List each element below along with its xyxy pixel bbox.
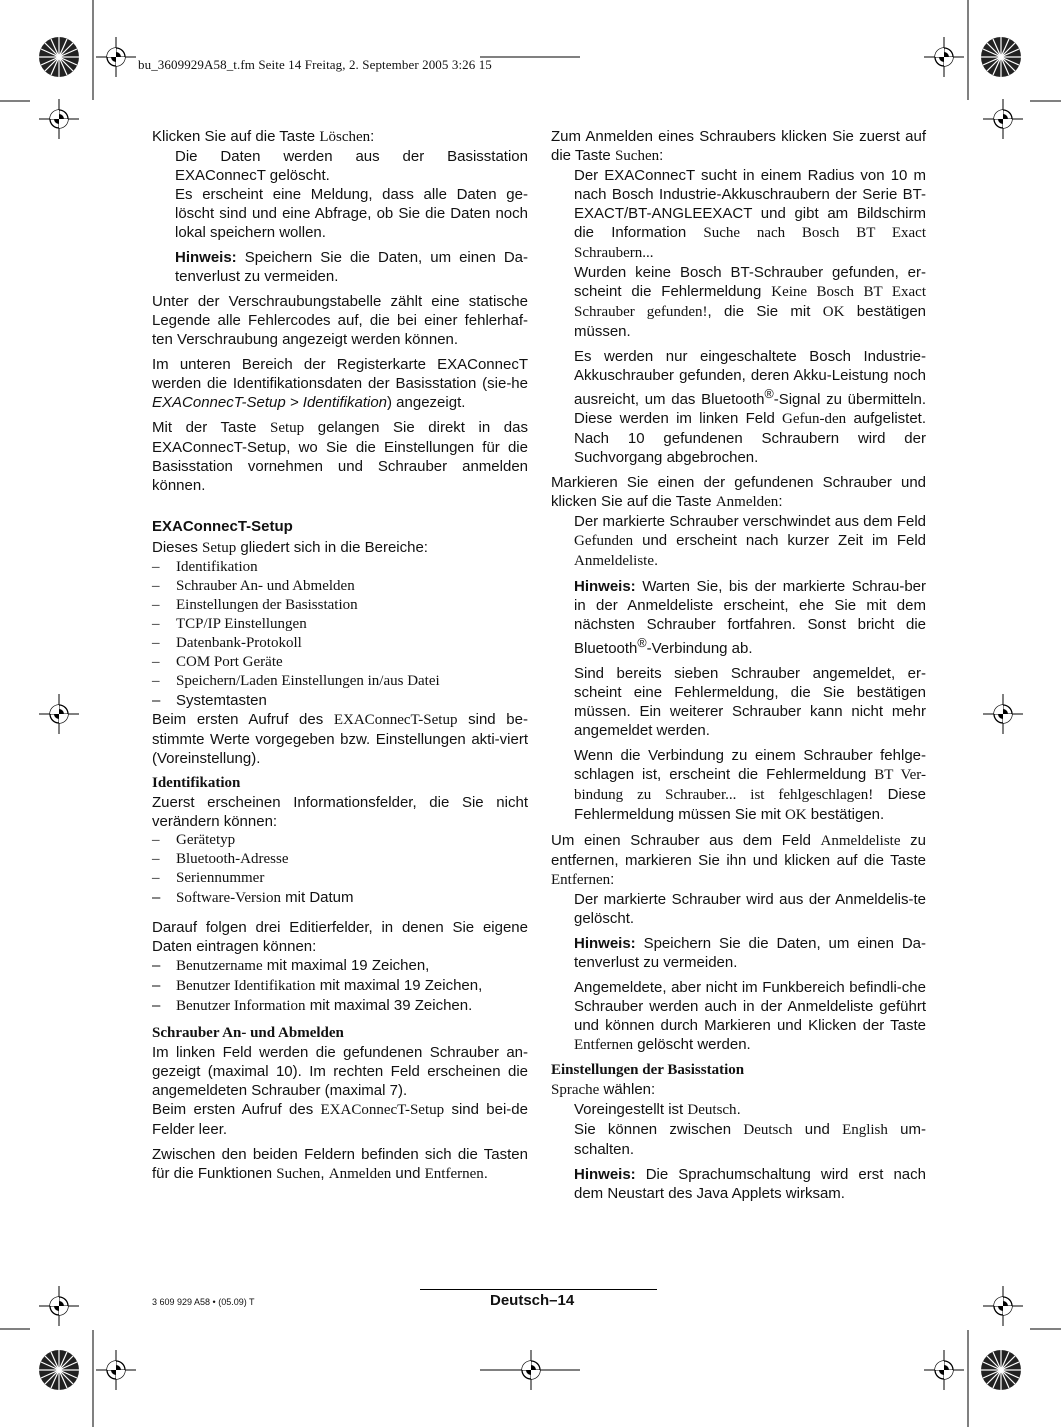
list-item: – Gerätetyp	[152, 831, 528, 850]
paragraph: Der EXAConnecT sucht in einem Radius von 10 m nach Bosch Industrie-Akkuschraubern der Serie BT-EXACT/BT-ANGLEEXACT und gibt am Bildschirm die Information Suche nach Bosch BT Exact Schraubern...	[574, 167, 926, 261]
list-item: – Benutzer Information mit maximal 39 Zeichen.	[152, 996, 528, 1016]
list-item: – Bluetooth-Adresse	[152, 850, 528, 869]
paragraph: Zuerst erscheinen Informationsfelder, die Sie nicht verändern können:	[152, 794, 528, 830]
paragraph: Beim ersten Aufruf des EXAConnecT-Setup sind bei-de Felder leer.	[152, 1101, 528, 1138]
paragraph: Um einen Schrauber aus dem Feld Anmeldeliste zu entfernen, markieren Sie ihn und klicken auf die Taste Entfernen:	[551, 832, 926, 888]
file-stamp: bu_3609929A58_t.fm Seite 14 Freitag, 2. September 2005 3:26 15	[138, 57, 492, 72]
list-item: – Speichern/Laden Einstellungen in/aus Datei	[152, 672, 528, 691]
list-item: – Systemtasten	[152, 691, 528, 710]
list-item: – Schrauber An- und Abmelden	[152, 577, 528, 596]
note: Hinweis: Die Sprachumschaltung wird erst nach dem Neustart des Java Applets wirksam.	[574, 1166, 926, 1202]
paragraph: Der markierte Schrauber verschwindet aus dem Feld Gefunden und erscheint nach kurzer Zeit im Feld Anmeldeliste.	[574, 513, 926, 569]
paragraph: Darauf folgen drei Editierfelder, in denen Sie eigene Daten eintragen können:	[152, 919, 528, 955]
paragraph: Im linken Feld werden die gefundenen Schrauber an-gezeigt (maximal 10). Im rechten Feld erscheinen die angemeldeten Schrauber (maximal 7).	[152, 1044, 528, 1099]
paragraph: Der markierte Schrauber wird aus der Anmeldelis-te gelöscht.	[574, 891, 926, 927]
list-item: – Datenbank-Protokoll	[152, 634, 528, 653]
list-item: – Einstellungen der Basisstation	[152, 596, 528, 615]
paragraph: Unter der Verschraubungstabelle zählt eine statische Legende alle Fehlercodes auf, die bei einer fehlerhaf-ten Verschraubung angezeigt werden können.	[152, 293, 528, 348]
list-item: – Software-Version mit Datum	[152, 888, 528, 908]
list-item: – Seriennummer	[152, 869, 528, 888]
paragraph: Dieses Setup gliedert sich in die Bereiche:	[152, 539, 428, 556]
paragraph: Zwischen den beiden Feldern befinden sich die Tasten für die Funktionen Suchen, Anmelden und Entfernen.	[152, 1146, 528, 1182]
paragraph: Mit der Taste Setup gelangen Sie direkt in das EXAConnecT-Setup, wo Sie die Einstellungen für die Basisstation vornehmen und Schrauber anmelden können.	[152, 419, 528, 494]
paragraph: Beim ersten Aufruf des EXAConnecT-Setup sind be-stimmte Werte vorgegeben bzw. Einstellungen akti-viert (Voreinstellung).	[152, 711, 528, 767]
left-column	[152, 127, 528, 1190]
right-column	[551, 127, 926, 1209]
section-heading: EXAConnecT-Setup	[152, 518, 293, 535]
paragraph: Voreingestellt ist Deutsch.	[574, 1101, 741, 1118]
paragraph: Klicken Sie auf die Taste Löschen:	[152, 128, 375, 145]
paragraph: Im unteren Bereich der Registerkarte EXAConnecT werden die Identifikationsdaten der Basisstation (sie-he EXAConnecT-Setup > Identifikation) angezeigt.	[152, 356, 528, 411]
list-item: – Benutzer Identifikation mit maximal 19 Zeichen,	[152, 976, 528, 996]
paragraph: Sie können zwischen Deutsch und English um-schalten.	[574, 1121, 926, 1158]
paragraph: Sprache wählen:	[551, 1081, 656, 1098]
paragraph: Sind bereits sieben Schrauber angemeldet, er-scheint eine Fehlermeldung, die Sie bestätigen müssen. Ein weiterer Schrauber kann nicht mehr angemeldet werden.	[574, 665, 926, 739]
subsection-heading: Einstellungen der Basisstation	[551, 1062, 745, 1078]
list-item: – Benutzername mit maximal 19 Zeichen,	[152, 956, 528, 976]
paragraph: Markieren Sie einen der gefundenen Schrauber und klicken Sie auf die Taste Anmelden:	[551, 474, 926, 510]
paragraph: Zum Anmelden eines Schraubers klicken Sie zuerst auf die Taste Suchen:	[551, 128, 926, 164]
edit-list	[152, 956, 528, 1016]
list-item: – TCP/IP Einstellungen	[152, 615, 528, 634]
paragraph: Angemeldete, aber nicht im Funkbereich befindli-che Schrauber werden auch in der Anmeldeliste geführt und können durch Markieren und Klicken der Taste Entfernen gelöscht werden.	[574, 979, 926, 1053]
note: Hinweis: Speichern Sie die Daten, um einen Da-tenverlust zu vermeiden.	[574, 935, 926, 971]
paragraph: Wurden keine Bosch BT-Schrauber gefunden, er-scheint die Fehlermeldung Keine Bosch BT Exact Schrauber gefunden!, die Sie mit OK bestätigen müssen.	[574, 264, 926, 340]
ident-list	[152, 831, 528, 908]
page-number: Deutsch–14	[490, 1292, 575, 1309]
list-item: – COM Port Geräte	[152, 653, 528, 672]
list-item: – Identifikation	[152, 558, 528, 577]
setup-list	[152, 558, 528, 710]
paragraph: Es erscheint eine Meldung, dass alle Daten ge-löscht sind und eine Abfrage, ob Sie die Daten noch lokal speichern wollen.	[175, 186, 528, 241]
footer-rule	[420, 1289, 657, 1290]
paragraph: Wenn die Verbindung zu einem Schrauber fehlge-schlagen ist, erscheint die Fehlermeldung BT Ver-bindung zu Schrauber... ist fehlgeschlagen! Diese Fehlermeldung müssen Sie mit OK bestätigen.	[574, 747, 926, 823]
document-code: 3 609 929 A58 • (05.09) T	[152, 1297, 255, 1307]
paragraph: Es werden nur eingeschaltete Bosch Industrie-Akkuschrauber gefunden, deren Akku-Leistung noch ausreicht, um das Bluetooth®-Signal zu übermitteln. Diese werden im linken Feld Gefun-den aufgelistet. Nach 10 gefundenen Schraubern wird der Suchvorgang abgebrochen.	[574, 348, 926, 466]
note: Hinweis: Warten Sie, bis der markierte Schrau-ber in der Anmeldeliste erscheint, ehe Sie mit dem nächsten Schrauber fortfahren. Sonst bricht die Bluetooth®-Verbindung ab.	[574, 578, 926, 657]
note: Hinweis: Speichern Sie die Daten, um einen Da-tenverlust zu vermeiden.	[175, 249, 528, 285]
paragraph: Die Daten werden aus der Basisstation EXAConnecT gelöscht.	[175, 148, 528, 184]
subsection-heading: Schrauber An- und Abmelden	[152, 1025, 344, 1041]
subsection-heading: Identifikation	[152, 775, 241, 791]
